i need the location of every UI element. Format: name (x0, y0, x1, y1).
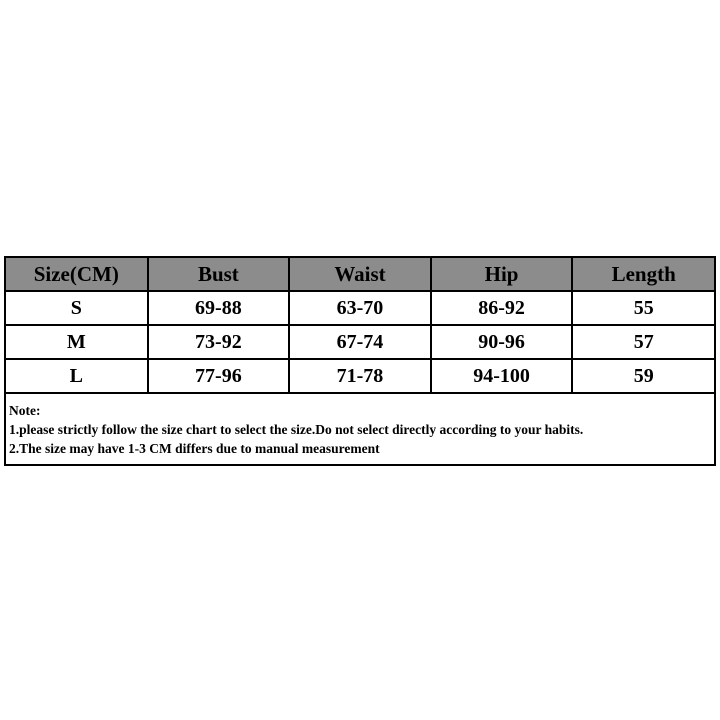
bust-cell: 69-88 (148, 291, 290, 325)
length-cell: 59 (572, 359, 714, 393)
length-cell: 55 (572, 291, 714, 325)
header-waist: Waist (289, 258, 431, 291)
hip-cell: 90-96 (431, 325, 573, 359)
header-row (6, 258, 714, 291)
table-row (6, 291, 714, 325)
bust-cell: 77-96 (148, 359, 290, 393)
header-length: Length (572, 258, 714, 291)
size-cell: M (6, 325, 148, 359)
table-row (6, 359, 714, 393)
header-size: Size(CM) (6, 258, 148, 291)
note-line-1: 1.please strictly follow the size chart to select the size.Do not select directly according to your habits. (9, 422, 584, 437)
waist-cell: 71-78 (289, 359, 431, 393)
notes-section (6, 394, 714, 464)
waist-cell: 67-74 (289, 325, 431, 359)
header-hip: Hip (431, 258, 573, 291)
header-bust: Bust (148, 258, 290, 291)
notes-title: Note: (9, 403, 41, 418)
size-chart (4, 256, 716, 466)
size-table (6, 258, 714, 394)
hip-cell: 86-92 (431, 291, 573, 325)
size-cell: S (6, 291, 148, 325)
note-line-2: 2.The size may have 1-3 CM differs due to manual measurement (9, 441, 380, 456)
length-cell: 57 (572, 325, 714, 359)
waist-cell: 63-70 (289, 291, 431, 325)
table-row (6, 325, 714, 359)
hip-cell: 94-100 (431, 359, 573, 393)
size-cell: L (6, 359, 148, 393)
bust-cell: 73-92 (148, 325, 290, 359)
